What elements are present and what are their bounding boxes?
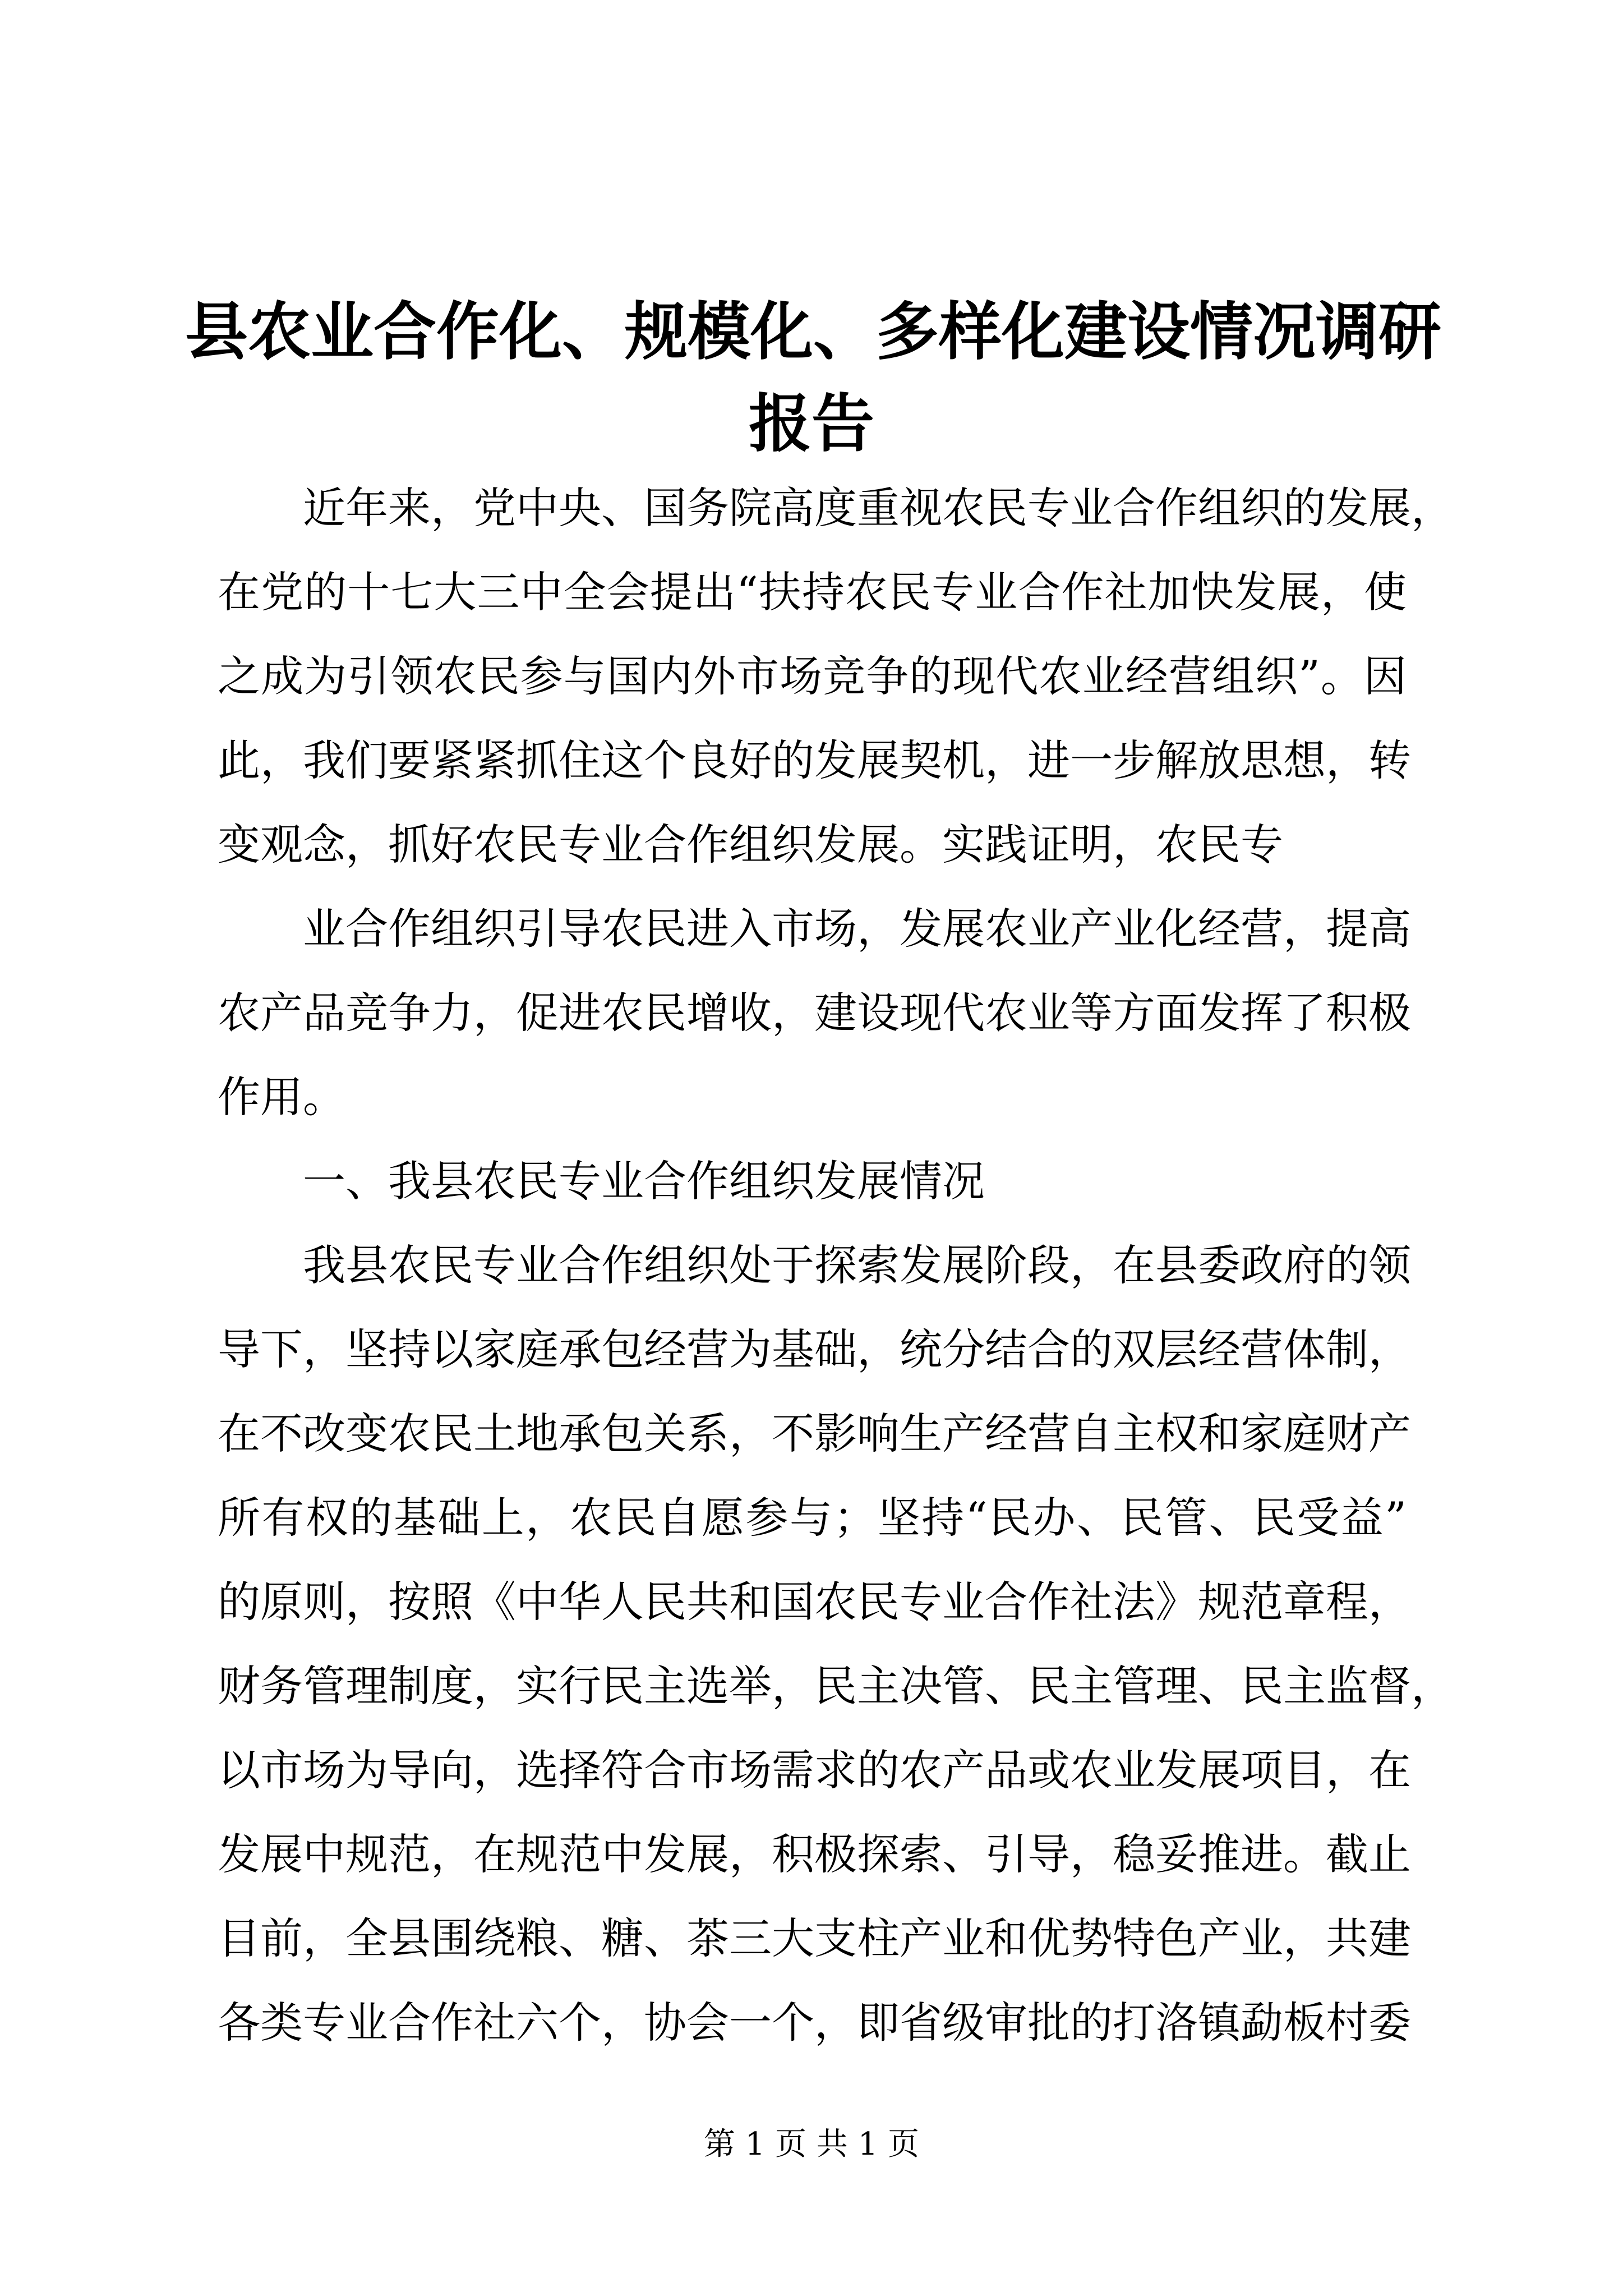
paragraph-line: 各类专业合作社六个，协会一个，即省级审批的打洛镇勐板村委 — [218, 1998, 1411, 2047]
paragraph-line: 在不改变农民土地承包关系，不影响生产经营自主权和家庭财产 — [218, 1409, 1411, 1458]
document-title-line-1: 县农业合作化、规模化、多样化建设情况调研 — [185, 295, 1441, 369]
paragraph-line: 发展中规范，在规范中发展，积极探索、引导，稳妥推进。截止 — [218, 1829, 1411, 1879]
paragraph-line: 农产品竞争力，促进农民增收，建设现代农业等方面发挥了积极 — [218, 988, 1411, 1038]
paragraph-line: 我县农民专业合作组织处于探索发展阶段，在县委政府的领 — [303, 1240, 1411, 1290]
paragraph-line: 财务管理制度，实行民主选举，民主决管、民主管理、民主监督， — [218, 1661, 1454, 1711]
paragraph-line: 变观念，抓好农民专业合作组织发展。实践证明，农民专 — [218, 820, 1283, 869]
page-footer: 第 1 页 共 1 页 — [703, 2126, 920, 2162]
paragraph-line: 目前，全县围绕粮、糖、茶三大支柱产业和优势特色产业，共建 — [218, 1913, 1411, 1963]
paragraph-line: 之成为引领农民参与国内外市场竞争的现代农业经营组织”。因 — [218, 651, 1407, 701]
paragraph-line: 近年来，党中央、国务院高度重视农民专业合作组织的发展， — [303, 483, 1454, 533]
paragraph-line: 以市场为导向，选择符合市场需求的农产品或农业发展项目，在 — [218, 1745, 1411, 1795]
paragraph-line: 业合作组织引导农民进入市场，发展农业产业化经营，提高 — [303, 904, 1411, 954]
paragraph-line: 在党的十七大三中全会提出“扶持农民专业合作社加快发展，使 — [218, 567, 1407, 617]
document-title-line-2: 报告 — [749, 387, 874, 461]
paragraph-line: 的原则，按照《中华人民共和国农民专业合作社法》规范章程， — [218, 1577, 1411, 1627]
paragraph-line: 作用。 — [218, 1072, 345, 1122]
section-heading: 一、我县农民专业合作组织发展情况 — [303, 1156, 985, 1206]
paragraph-line: 导下，坚持以家庭承包经营为基础，统分结合的双层经营体制， — [218, 1324, 1411, 1374]
paragraph-line: 所有权的基础上，农民自愿参与；坚持“民办、民管、民受益” — [218, 1493, 1407, 1543]
paragraph-line: 此，我们要紧紧抓住这个良好的发展契机，进一步解放思想，转 — [218, 735, 1411, 785]
